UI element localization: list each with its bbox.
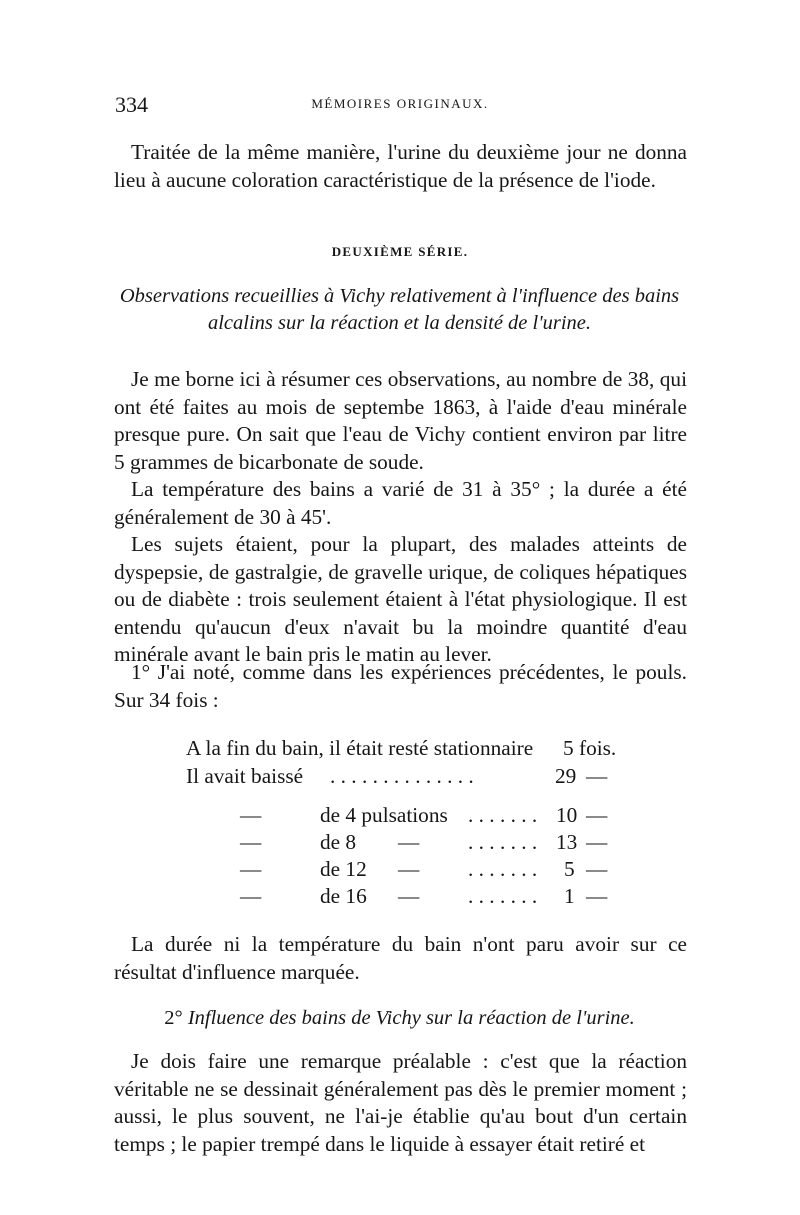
row-mid-dash: —: [398, 884, 420, 908]
row-ditto-dash: —: [240, 803, 262, 827]
section-subheading: [112, 1007, 687, 1030]
row-label: de 12: [320, 857, 367, 881]
table-row: [0, 881, 800, 911]
row-mid-dash: —: [398, 857, 420, 881]
row-ditto-dash: —: [240, 830, 262, 854]
row-label: A la fin du bain, il était resté stationnaire: [186, 736, 534, 760]
row-label: de 4 pulsations: [320, 803, 448, 827]
row-dots: . . . . . . .: [468, 830, 538, 854]
row-ditto: —: [586, 884, 608, 908]
table-row: [0, 733, 800, 763]
row-value: 5: [564, 857, 575, 881]
row-ditto-dash: —: [240, 857, 262, 881]
row-ditto: —: [586, 857, 608, 881]
paragraph-pouls: 1° J'ai noté, comme dans les expériences précédentes, le pouls. Sur 34 fois :: [114, 660, 687, 712]
table-row: [0, 854, 800, 884]
series-title: DEUXIÈME SÉRIE.: [331, 244, 469, 259]
paragraph-temperature: La température des bains a varié de 31 à 35° ; la durée a été généralement de 30 à 45'.: [114, 477, 687, 529]
row-label: de 8: [320, 830, 357, 854]
row-value: 13: [556, 830, 578, 854]
row-ditto-dash: —: [240, 884, 262, 908]
row-dots: . . . . . . . . . . . . . .: [330, 764, 474, 788]
paragraph-remarque: Je dois faire une remarque préalable : c'est que la réaction véritable ne se dessinait généralement pas dès le premier moment ; aussi, le plus souvent, ne l'ai-je établie qu'au bout d'un certain temps ; le papier trempé dans le liquide à essayer était retiré et: [114, 1049, 687, 1156]
row-ditto: —: [586, 803, 608, 827]
paragraph-duree: La durée ni la température du bain n'ont paru avoir sur ce résultat d'influence marquée.: [114, 932, 687, 984]
page-number: 334: [115, 92, 148, 117]
table-row: [0, 827, 800, 857]
row-value: 5 fois.: [563, 736, 617, 760]
page-header: [115, 92, 685, 122]
paragraph-observations: Je me borne ici à résumer ces observations, au nombre de 38, qui ont été faites au mois de septembe 1863, à l'aide d'eau minérale presque pure. On sait que l'eau de Vichy contient environ par litre 5 grammes de bicarbonate de soude.: [114, 367, 687, 474]
row-dots: . . . . . . .: [468, 857, 538, 881]
row-dots: . . . . . . .: [468, 884, 538, 908]
subheading-title: Influence des bains de Vichy sur la réaction de l'urine.: [187, 1007, 635, 1029]
row-label: de 16: [320, 884, 367, 908]
row-ditto: —: [586, 830, 608, 854]
row-value: 29: [555, 764, 577, 788]
paragraph-sujets: Les sujets étaient, pour la plupart, des malades atteints de dyspepsie, de gastralgie, de gravelle urique, de coliques hépatiques ou de diabète : trois seulement étaient à l'état physiologique. Il est entendu qu'aucun d'eux n'avait bu la moindre quantité d'eau minérale avant le bain pris le matin au lever.: [114, 532, 687, 667]
row-ditto: —: [586, 764, 608, 788]
row-label: Il avait baissé: [186, 764, 304, 788]
row-dots: . . . . . . .: [468, 803, 538, 827]
table-row: [0, 800, 800, 830]
subheading-number: 2°: [164, 1007, 183, 1029]
row-value: 10: [556, 803, 578, 827]
table-row: [0, 761, 800, 791]
running-head: MÉMOIRES ORIGINAUX.: [311, 96, 489, 111]
row-value: 1: [564, 884, 575, 908]
paragraph-iode: Traitée de la même manière, l'urine du deuxième jour ne donna lieu à aucune coloration caractéristique de la présence de l'iode.: [114, 140, 687, 192]
series-subtitle: Observations recueillies à Vichy relativement à l'influence des bains alcalins sur la réaction et la densité de l'urine.: [119, 285, 680, 334]
row-mid-dash: —: [398, 830, 420, 854]
